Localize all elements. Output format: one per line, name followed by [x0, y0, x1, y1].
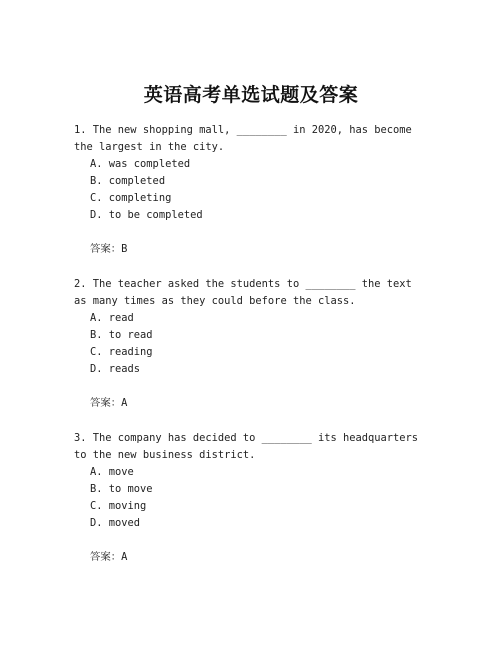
- question-stem: 1. The new shopping mall, ________ in 2020, has become the largest in the city.: [74, 124, 412, 153]
- option-list: [74, 310, 420, 378]
- option-c: C. reading: [90, 346, 153, 358]
- page-title: 英语高考单选试题及答案: [143, 84, 359, 106]
- question-1: [74, 122, 420, 258]
- question-stem: 2. The teacher asked the students to ________ the text as many times as they could before the class.: [74, 278, 412, 307]
- option-d: D. reads: [90, 363, 141, 375]
- answer-text: 答案：B: [90, 243, 128, 255]
- option-d: D. moved: [90, 517, 141, 529]
- question-3: [74, 430, 420, 566]
- question-2: [74, 276, 420, 412]
- option-a: A. move: [90, 466, 134, 478]
- question-stem: 3. The company has decided to ________ its headquarters to the new business district.: [74, 432, 419, 461]
- option-b: B. completed: [90, 175, 166, 187]
- option-list: [74, 156, 420, 224]
- option-a: A. read: [90, 312, 134, 324]
- option-c: C. moving: [90, 500, 147, 512]
- answer-text: 答案：A: [90, 551, 128, 563]
- answer-text: 答案：A: [90, 397, 128, 409]
- option-c: C. completing: [90, 192, 172, 204]
- option-b: B. to move: [90, 483, 153, 495]
- option-a: A. was completed: [90, 158, 191, 170]
- option-d: D. to be completed: [90, 209, 203, 221]
- option-b: B. to read: [90, 329, 153, 341]
- option-list: [74, 464, 420, 532]
